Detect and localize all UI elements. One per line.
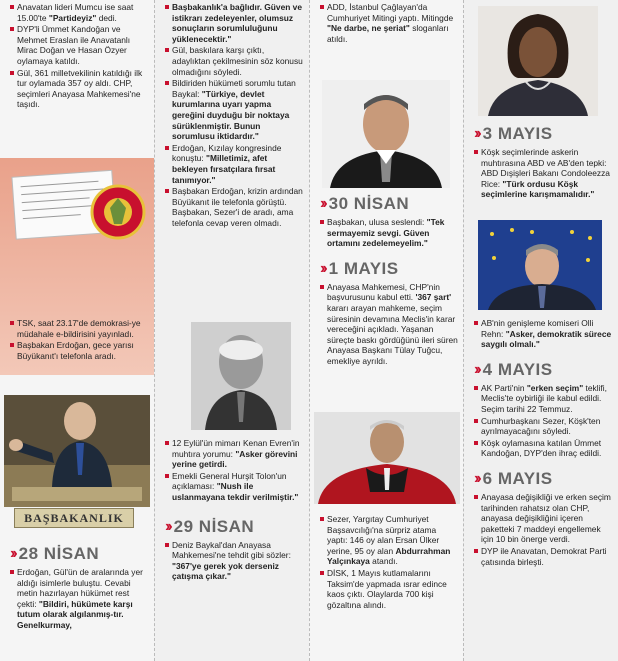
item-list bbox=[474, 318, 613, 350]
bullet-item bbox=[165, 540, 304, 582]
column-1 bbox=[0, 0, 154, 661]
item-text: ADD, İstanbul Çağlayan'da Cumhuriyet Mitingi yaptı. Mitingde bbox=[327, 2, 454, 23]
bold-quote: "Milletimiz, afet bekleyen fırsatçılara fırsat tanımıyor." bbox=[172, 153, 276, 185]
olli-rehn-photo bbox=[478, 220, 602, 310]
bold-quote: "Partideyiz" bbox=[48, 12, 97, 23]
item-text: sloganları atıldı. bbox=[327, 23, 449, 44]
bullet-item bbox=[474, 147, 613, 200]
item-list bbox=[10, 318, 148, 361]
item-text: Cumhurbaşkanı Sezer, Köşk'ten ayrılmayacağını söyledi. bbox=[481, 415, 601, 437]
bullet-item bbox=[474, 318, 613, 350]
item-text: Erdoğan, Gül'ün de aralarında yer aldığı isimlerle buluştu. Cevabi metin hazırlayan hükümet rest çekti: bbox=[17, 567, 143, 609]
item-list bbox=[10, 567, 148, 631]
bullet-item bbox=[474, 416, 613, 437]
item-text: teklifi, Meclis'te oybirliği ile kabul edildi. Seçim tarihi 22 Temmuz. bbox=[481, 382, 607, 414]
bold-quote: "Nush ile uslanmayana tekdir verilmiştir." bbox=[172, 481, 299, 502]
item-list bbox=[320, 282, 458, 367]
kenan-evren-photo bbox=[191, 322, 291, 430]
item-list bbox=[10, 2, 148, 110]
chevron-icon: ›› bbox=[474, 125, 479, 142]
bullet-item bbox=[10, 2, 148, 23]
erdogan-photo bbox=[322, 80, 450, 188]
chevron-icon: ›› bbox=[10, 545, 15, 562]
item-text: Emekli General Hurşit Tolon'un açıklaması: bbox=[172, 470, 287, 492]
bullet-item bbox=[320, 217, 458, 249]
date-header-29-nisan: ›› 29 NİSAN bbox=[165, 516, 255, 536]
column-4 bbox=[463, 0, 618, 661]
item-list bbox=[320, 514, 458, 610]
bold-quote: "367'ye gerek yok derseniz çatışma çıkar." bbox=[172, 560, 279, 582]
bullet-item bbox=[320, 568, 458, 610]
item-text: 12 Eylül'ün mimarı Kenan Evren'in muhtıra yorumu: bbox=[172, 438, 300, 459]
date-header-4-mayis: ›› 4 MAYIS bbox=[474, 359, 553, 379]
item-list bbox=[165, 2, 303, 228]
item-text: AK Parti'nin bbox=[481, 382, 527, 393]
date-header-3-mayis: ›› 3 MAYIS bbox=[474, 124, 553, 143]
bullet-item bbox=[474, 546, 613, 567]
bullet-item bbox=[165, 2, 303, 44]
item-text: Köşk oylamasına katılan Ümmet Kandoğan, DYP'den ihraç edildi. bbox=[481, 437, 602, 459]
chevron-icon: ›› bbox=[474, 360, 479, 378]
bold-quote: '367 şart' bbox=[415, 292, 452, 303]
item-list bbox=[320, 2, 457, 44]
bullet-item bbox=[320, 514, 458, 567]
bold-quote: Başbakanlık'a bağlıdır. Güven ve istikrarı zedeleyenler, olumsuz sonuçların sorumluluğunu yüklenecektir." bbox=[172, 2, 302, 44]
chevron-icon: ›› bbox=[320, 259, 325, 277]
date-header-1-mayis: ›› 1 MAYIS bbox=[320, 258, 399, 278]
date-header-28-nisan: ›› 28 NİSAN bbox=[10, 544, 100, 563]
item-text: Erdoğan, Kızılay kongresinde konuştu: bbox=[172, 142, 282, 164]
item-list bbox=[474, 147, 613, 200]
item-text: DYP'li Ümmet Kandoğan ve Mehmet Eraslan ile Anavatanlı Mirac Doğan ve Hasan Özyer oylamaya katıldı. bbox=[17, 24, 131, 66]
chevron-icon: ›› bbox=[165, 517, 170, 535]
item-text: kararı arayan mahkeme, seçim süresinin devamına Meclis'in karar vereceğini açıkladı. Yaşanan süreçte baskı gördüğünü ileri süren Anayasa Başkanı Tülay Tuğcu, emekliye ayrıldı. bbox=[327, 302, 458, 366]
item-text: Anayasa Mahkemesi, CHP'nin başvurusunu kabul etti. bbox=[327, 281, 440, 303]
item-text: DİSK, 1 Mayıs kutlamalarını Taksim'de yapmada ısrar edince kaos çıktı. Olaylarda 700 kişi gözaltına alındı. bbox=[327, 567, 447, 610]
column-3 bbox=[309, 0, 463, 661]
bullet-item bbox=[165, 45, 303, 77]
item-text: Köşk seçimlerinde askerin muhtırasına ABD ve AB'den tepki: ABD Dışişleri Bakanı Condoleezza Rice: bbox=[481, 147, 610, 189]
e-memorandum-image bbox=[10, 170, 148, 245]
bullet-item bbox=[10, 318, 148, 339]
bullet-item bbox=[10, 340, 148, 361]
item-text: dedi. bbox=[96, 12, 117, 23]
basbakanlik-sign: BAŞBAKANLIK bbox=[14, 508, 134, 528]
bullet-item bbox=[320, 2, 457, 44]
bullet-item bbox=[10, 24, 148, 66]
bullet-item bbox=[10, 567, 148, 631]
item-list bbox=[474, 492, 613, 567]
date-header-30-nisan: ›› 30 NİSAN bbox=[320, 194, 410, 213]
column-2 bbox=[154, 0, 309, 661]
bullet-item bbox=[10, 68, 148, 110]
item-text: Deniz Baykal'dan Anayasa Mahkemesi'ne tehdit gibi sözler: bbox=[172, 539, 291, 561]
item-text: Anayasa değişikliği ve erken seçim tarihinden rahatsız olan CHP, anayasa değişikliğini içeren paketteki 7 maddeyi engellemek için 10 bin önerge verdi. bbox=[481, 491, 611, 545]
bold-quote: "Asker, demokratik sürece saygılı olmalı." bbox=[481, 328, 612, 350]
bullet-item bbox=[474, 383, 613, 415]
bold-quote: "Türkiye, devlet kurumlarına uyarı yapma gereğini duyduğu bir noktaya sürüklenmiştir. Bunun sorumlusu iktidardır." bbox=[172, 88, 290, 142]
bullet-item bbox=[474, 492, 613, 545]
bold-quote: "erken seçim" bbox=[526, 382, 584, 393]
item-text: Başbakan Erdoğan, gece yarısı Büyükanıt'ı telefonla aradı. bbox=[17, 340, 134, 361]
bold-quote: Abdurrahman Yalçınkaya bbox=[327, 545, 451, 567]
chevron-icon: ›› bbox=[474, 469, 479, 487]
bullet-item bbox=[320, 282, 458, 367]
item-text: Gül, 361 milletvekilinin katıldığı ilk tur oylamada 357 oy aldı. CHP, seçimleri Anayasa Mahkemesi'ne taşıdı. bbox=[17, 67, 143, 110]
item-text: Gül, baskılara karşı çıktı, adaylıktan çekilmesinin söz konusu olmadığını söyledi. bbox=[172, 45, 303, 77]
item-list bbox=[165, 438, 304, 503]
item-list bbox=[320, 217, 458, 249]
bullet-item bbox=[165, 186, 303, 228]
item-text: DYP ile Anavatan, Demokrat Parti çatısında birleşti. bbox=[481, 545, 607, 567]
bullet-item bbox=[474, 438, 613, 459]
bold-quote: "Asker görevini yerine getirdi. bbox=[172, 448, 298, 470]
bullet-item bbox=[165, 78, 303, 142]
item-text: TSK, saat 23.17'de demokrasi-ye müdahale e-bildirisini yayınladı. bbox=[17, 318, 141, 339]
speaker-photo bbox=[4, 395, 150, 507]
bold-quote: "Tek sermayemiz sevgi. Güven ortamını zedelemeyelim." bbox=[327, 217, 445, 249]
bullet-item bbox=[165, 471, 304, 503]
item-text: Başbakan Erdoğan, krizin ardından Büyükanıt ile telefonla görüştü. Başbakan, Sezer'i de aradı, ama telefonla cevap veren olmadı. bbox=[172, 186, 303, 228]
date-header-6-mayis: ›› 6 MAYIS bbox=[474, 468, 553, 488]
chevron-icon: ›› bbox=[320, 195, 325, 212]
bold-quote: "Ne darbe, ne şeriat" bbox=[327, 23, 410, 34]
item-text: atandı. bbox=[369, 556, 398, 567]
bullet-item bbox=[165, 438, 304, 470]
condoleezza-rice-photo bbox=[478, 6, 598, 116]
item-list bbox=[165, 540, 304, 582]
item-list bbox=[474, 383, 613, 459]
item-text: Anavatan lideri Mumcu ise saat 15.00'te bbox=[17, 2, 134, 23]
bold-quote: "Türk ordusu Köşk seçimlerine karışmamalıdır." bbox=[481, 178, 595, 200]
judge-photo bbox=[314, 412, 460, 504]
item-text: AB'nin genişleme komiseri Olli Rehn: bbox=[481, 318, 594, 339]
item-text: Başbakan, ulusa seslendi: bbox=[327, 217, 427, 227]
bold-quote: "Bildiri, hükümete karşı tutum olarak algılanmış-tır. Genelkurmay, bbox=[17, 598, 133, 630]
item-text: Bildiriden hükümeti sorumlu tutan Baykal: bbox=[172, 78, 296, 99]
item-text: Sezer, Yargıtay Cumhuriyet Başsavcılığı'na sürpriz atama yaptı: 146 oy alan Ersan Ülker yerine, 95 oy alan bbox=[327, 514, 440, 556]
bullet-item bbox=[165, 143, 303, 185]
